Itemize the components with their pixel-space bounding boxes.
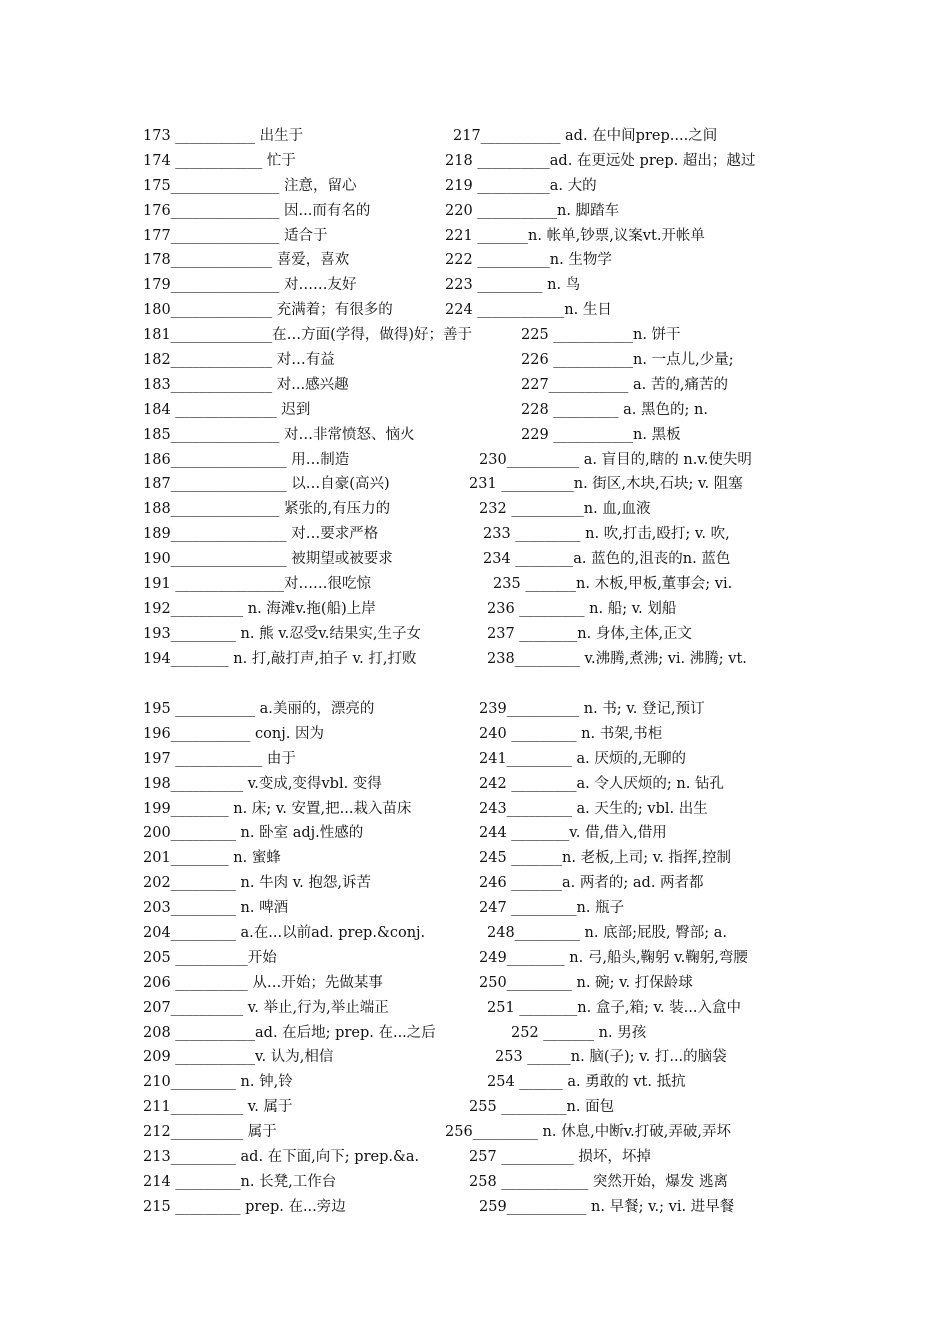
vocab-line: [143, 1095, 823, 1120]
vocab-entry-left: 214 _________n. 长凳,工作台: [143, 1173, 337, 1190]
vocab-entry-right: 225 ___________n. 饼干: [521, 327, 681, 344]
vocab-entry-right: 235 _______n. 木板,甲板,董事会; vi.: [493, 576, 733, 593]
vocab-entry-left: 174 ____________ 忙于: [143, 152, 296, 169]
vocab-entry-right: 228 _________ a. 黑色的; n.: [521, 401, 708, 418]
vocab-entry-right: 259___________ n. 早餐; v.; vi. 进早餐: [479, 1198, 735, 1215]
vocab-line: [143, 174, 823, 199]
vocab-entry-right: 226 ___________n. 一点儿,少量;: [521, 352, 734, 369]
vocab-entry-right: 253 ______n. 脑(子); v. 打...的脑袋: [495, 1049, 727, 1066]
vocabulary-list-section-1: [143, 124, 823, 672]
vocab-entry-left: 205 __________开始: [143, 949, 277, 966]
vocab-entry-right: 247 _________n. 瓶子: [479, 900, 625, 917]
vocab-line: [143, 149, 823, 174]
vocab-entry-left: 199________ n. 床; v. 安置,把...栽入苗床: [143, 800, 412, 817]
vocab-entry-right: 257 __________ 损坏，坏掉: [469, 1149, 651, 1166]
vocab-line: [143, 1145, 823, 1170]
vocab-entry-left: 180______________ 充满着；有很多的: [143, 302, 393, 319]
vocab-line: [143, 199, 823, 224]
vocab-line: [143, 846, 823, 871]
vocab-entry-left: 211__________ v. 属于: [143, 1099, 293, 1116]
vocab-entry-left: 173 ___________ 出生于: [143, 128, 304, 144]
vocab-entry-right: 223 _________ n. 鸟: [445, 277, 581, 294]
vocab-line: [143, 547, 823, 572]
vocab-entry-left: 188_______________ 紧张的,有压力的: [143, 501, 391, 518]
vocab-line: [143, 348, 823, 373]
vocab-entry-right: 229 ___________n. 黑板: [521, 426, 681, 443]
vocab-entry-left: 210_________ n. 钟,铃: [143, 1074, 293, 1091]
vocab-entry-left: 209 ___________v. 认为,相信: [143, 1049, 334, 1066]
vocab-line: [143, 871, 823, 896]
vocab-line: [143, 747, 823, 772]
vocab-line: [143, 896, 823, 921]
vocab-entry-left: 198__________ v.变成,变得vbl. 变得: [143, 775, 382, 792]
vocab-entry-right: 246 _______a. 两者的; ad. 两者都: [479, 875, 704, 892]
vocab-entry-right: 234 ________a. 蓝色的,沮丧的n. 蓝色: [483, 551, 731, 568]
vocab-line: [143, 298, 823, 323]
vocab-line: [143, 772, 823, 797]
vocab-entry-left: 196___________ conj. 因为: [143, 725, 324, 742]
vocab-entry-right: 230__________ a. 盲目的,瞎的 n.v.使失明: [479, 451, 752, 468]
vocab-entry-left: 194________ n. 打,敲打声,拍子 v. 打,打败: [143, 650, 417, 667]
vocab-line: [143, 946, 823, 971]
vocab-entry-right: 221 _______n. 帐单,钞票,议案vt.开帐单: [445, 227, 705, 244]
vocab-entry-left: 212__________ 属于: [143, 1124, 277, 1141]
vocab-line: [143, 1070, 823, 1095]
vocab-entry-left: 191 _______________对……很吃惊: [143, 576, 372, 593]
vocab-entry-left: 195 ___________ a.美丽的，漂亮的: [143, 701, 375, 717]
vocab-line: [143, 423, 823, 448]
vocab-entry-left: 193_________ n. 熊 v.忍受v.结果实,生子女: [143, 625, 421, 642]
vocab-entry-left: 202_________ n. 牛肉 v. 抱怨,诉苦: [143, 875, 371, 892]
vocab-entry-right: 248_________ n. 底部;屁股, 臀部; a.: [487, 925, 727, 942]
vocab-line: [143, 1170, 823, 1195]
vocab-entry-left: 175_______________ 注意，留心: [143, 177, 357, 194]
vocab-entry-left: 179_______________ 对……友好: [143, 277, 357, 294]
vocab-line: [143, 1045, 823, 1070]
vocab-line: [143, 522, 823, 547]
vocab-line: [143, 797, 823, 822]
vocab-entry-right: 233 _________ n. 吹,打击,殴打; v. 吹,: [483, 526, 730, 543]
vocab-entry-left: 176_______________ 因...而有名的: [143, 202, 371, 219]
vocab-line: [143, 1120, 823, 1145]
vocab-line: [143, 572, 823, 597]
vocab-entry-left: 178______________ 喜爱，喜欢: [143, 252, 350, 269]
vocab-line: [143, 1021, 823, 1046]
vocab-entry-left: 206 __________ 从…开始；先做某事: [143, 974, 383, 991]
vocab-entry-right: 238_________ v.沸腾,煮沸; vi. 沸腾; vt.: [487, 650, 747, 667]
vocab-entry-left: 204_________ a.在...以前ad. prep.&conj.: [143, 925, 426, 942]
vocab-entry-left: 187________________ 以…自豪(高兴): [143, 476, 390, 493]
vocab-entry-left: 189________________ 对…要求严格: [143, 526, 379, 543]
vocab-entry-left: 203_________ n. 啤酒: [143, 900, 289, 917]
vocab-line: [143, 124, 823, 149]
vocab-entry-left: 197 ____________ 由于: [143, 750, 296, 767]
vocab-entry-left: 177_______________ 适合于: [143, 227, 328, 244]
vocab-entry-right: 249________ n. 弓,船头,鞠躬 v.鞠躬,弯腰: [479, 949, 748, 966]
vocab-entry-left: 192__________ n. 海滩v.拖(船)上岸: [143, 600, 376, 617]
vocab-entry-left: 184 ______________ 迟到: [143, 401, 311, 418]
vocab-entry-left: 200_________ n. 卧室 adj.性感的: [143, 825, 364, 842]
vocab-line: [143, 722, 823, 747]
vocab-line: [143, 821, 823, 846]
vocab-entry-right: 250_________ n. 碗; v. 打保龄球: [479, 974, 693, 991]
vocab-entry-right: 231 __________n. 街区,木块,石块; v. 阻塞: [469, 476, 743, 493]
vocab-line: [143, 398, 823, 423]
vocab-entry-right: 217___________ ad. 在中间prep....之间: [453, 128, 718, 144]
vocab-line: [143, 996, 823, 1021]
vocab-entry-right: 258 ____________ 突然开始，爆发 逃离: [469, 1173, 729, 1190]
vocab-line: [143, 497, 823, 522]
vocab-entry-left: 201________ n. 蜜蜂: [143, 850, 281, 867]
vocab-entry-left: 181______________在…方面(学得，做得)好；善于: [143, 327, 472, 344]
vocab-entry-left: 183______________ 对...感兴趣: [143, 376, 349, 393]
vocab-entry-right: 224 ____________n. 生日: [445, 302, 612, 319]
vocab-entry-right: 236 _________ n. 船; v. 划船: [487, 600, 677, 617]
vocab-entry-right: 240 _________ n. 书架,书柜: [479, 725, 663, 742]
vocab-entry-left: 207__________ v. 举止,行为,举止端正: [143, 999, 389, 1016]
vocab-entry-right: 243_________ a. 天生的; vbl. 出生: [479, 800, 708, 817]
vocab-line: [143, 622, 823, 647]
vocab-line: [143, 248, 823, 273]
vocab-entry-right: 218 __________ad. 在更远处 prep. 超出；越过: [445, 152, 756, 169]
vocab-entry-right: 256_________ n. 休息,中断v.打破,弄破,弄坏: [445, 1124, 731, 1141]
vocab-entry-right: 251 ________n. 盒子,箱; v. 装...入盒中: [487, 999, 741, 1016]
vocab-line: [143, 323, 823, 348]
vocab-entry-right: 242 _________a. 令人厌烦的; n. 钻孔: [479, 775, 724, 792]
vocab-line: [143, 697, 823, 722]
vocab-entry-right: 254 ______ a. 勇敢的 vt. 抵抗: [487, 1074, 686, 1091]
vocab-entry-right: 239__________ n. 书; v. 登记,预订: [479, 701, 705, 717]
vocab-entry-left: 213_________ ad. 在下面,向下; prep.&a.: [143, 1149, 420, 1166]
vocab-line: [143, 597, 823, 622]
vocab-entry-left: 182______________ 对…有益: [143, 352, 335, 369]
vocab-entry-right: 237 ________n. 身体,主体,正文: [487, 625, 693, 642]
vocab-entry-right: 227___________ a. 苦的,痛苦的: [521, 376, 729, 393]
vocab-line: [143, 472, 823, 497]
vocab-entry-right: 244 ________v. 借,借入,借用: [479, 825, 667, 842]
vocab-entry-right: 252 _______ n. 男孩: [511, 1024, 647, 1041]
vocabulary-list-section-2: [143, 697, 823, 1220]
vocab-line: [143, 971, 823, 996]
vocab-line: [143, 373, 823, 398]
vocab-line: [143, 224, 823, 249]
vocab-line: [143, 921, 823, 946]
vocab-entry-left: 186________________ 用…制造: [143, 451, 350, 468]
vocab-entry-left: 208 ___________ad. 在后地; prep. 在...之后: [143, 1024, 436, 1041]
vocab-entry-left: 215 _________ prep. 在...旁边: [143, 1198, 346, 1215]
vocab-line: [143, 647, 823, 672]
vocab-entry-right: 255 _________n. 面包: [469, 1099, 615, 1116]
vocab-line: [143, 1195, 823, 1220]
vocab-entry-right: 219 __________a. 大的: [445, 177, 597, 194]
vocab-entry-right: 241_________ a. 厌烦的,无聊的: [479, 750, 687, 767]
vocab-entry-left: 185_______________ 对…非常愤怒、恼火: [143, 426, 415, 443]
vocab-entry-right: 220 ___________n. 脚踏车: [445, 202, 620, 219]
vocab-line: [143, 273, 823, 298]
vocab-entry-right: 245 _______n. 老板,上司; v. 指挥,控制: [479, 850, 731, 867]
vocab-line: [143, 448, 823, 473]
vocab-entry-right: 232 __________n. 血,血液: [479, 501, 651, 518]
vocab-entry-left: 190________________ 被期望或被要求: [143, 551, 393, 568]
vocab-entry-right: 222 __________n. 生物学: [445, 252, 612, 269]
